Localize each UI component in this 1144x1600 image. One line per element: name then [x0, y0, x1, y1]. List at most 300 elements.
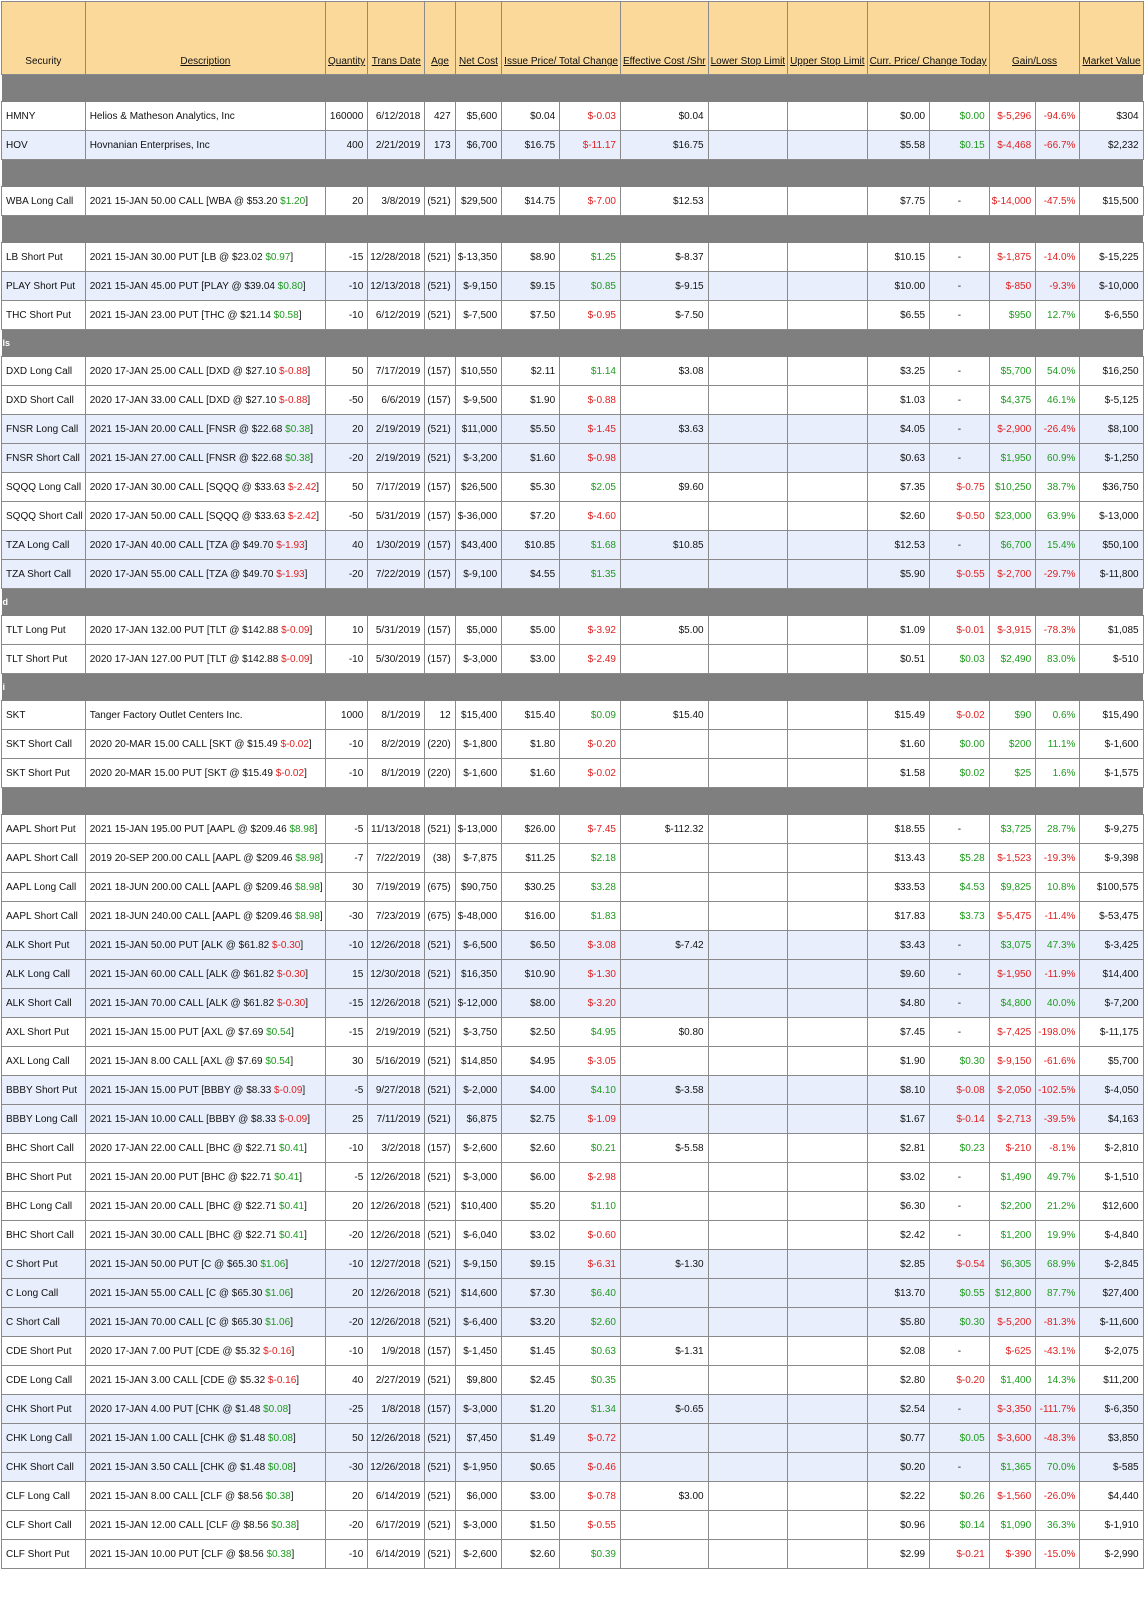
security-cell[interactable]: BHC Short Call	[2, 1221, 86, 1250]
gain-loss-pct-cell: -81.3%	[1036, 1308, 1080, 1337]
table-row[interactable]	[2, 844, 1144, 873]
issue-price-cell: $4.95	[502, 1047, 560, 1076]
upper-stop-cell[interactable]	[788, 386, 867, 415]
description-text: 2021 15-JAN 20.00 CALL [FNSR @ $22.68	[89, 423, 283, 435]
upper-stop-cell[interactable]	[788, 1163, 867, 1192]
table-row[interactable]	[2, 730, 1144, 759]
upper-stop-cell[interactable]	[788, 1192, 867, 1221]
upper-stop-cell[interactable]	[788, 1337, 867, 1366]
lower-stop-cell[interactable]	[708, 759, 787, 788]
lower-stop-cell[interactable]	[708, 1308, 787, 1337]
market-value-cell: $-3,425	[1080, 931, 1143, 960]
description-text: 2021 15-JAN 55.00 CALL [C @ $65.30	[89, 1287, 263, 1299]
trans-date-cell: 12/26/2018	[368, 989, 425, 1018]
table-row[interactable]	[2, 1366, 1144, 1395]
description-text: 2021 15-JAN 45.00 PUT [PLAY @ $39.04	[89, 280, 275, 292]
lower-stop-cell[interactable]	[708, 102, 787, 131]
age-cell: (157)	[425, 645, 455, 674]
trans-date-cell: 8/2/2019	[368, 730, 425, 759]
underlying-change: $-0.09	[274, 1084, 303, 1096]
change-today-cell: -	[930, 531, 990, 560]
security-cell[interactable]: SKT	[2, 701, 86, 730]
section-header	[2, 589, 1144, 616]
security-cell[interactable]: AXL Long Call	[2, 1047, 86, 1076]
lower-stop-cell[interactable]	[708, 386, 787, 415]
security-cell[interactable]: C Short Call	[2, 1308, 86, 1337]
upper-stop-cell[interactable]	[788, 815, 867, 844]
upper-stop-cell[interactable]	[788, 701, 867, 730]
security-cell[interactable]: BHC Short Put	[2, 1163, 86, 1192]
gain-loss-cell: $-625	[989, 1337, 1035, 1366]
table-row[interactable]	[2, 102, 1144, 131]
lower-stop-cell[interactable]	[708, 616, 787, 645]
upper-stop-cell[interactable]	[788, 616, 867, 645]
header-effective-cost[interactable]: Effective Cost /Shr	[620, 2, 708, 75]
header-quantity[interactable]: Quantity	[326, 2, 368, 75]
header-issue-price[interactable]: Issue Price/ Total Change	[502, 2, 621, 75]
lower-stop-cell[interactable]	[708, 531, 787, 560]
issue-price-cell: $11.25	[502, 844, 560, 873]
header-trans-date[interactable]: Trans Date	[368, 2, 425, 75]
table-row[interactable]	[2, 1134, 1144, 1163]
security-cell[interactable]: SKT Short Call	[2, 730, 86, 759]
total-change-cell: $-7.45	[560, 815, 621, 844]
table-row[interactable]	[2, 1221, 1144, 1250]
curr-price-cell: $1.09	[867, 616, 930, 645]
table-row[interactable]	[2, 1308, 1144, 1337]
change-today-cell: $0.30	[930, 1308, 990, 1337]
security-cell[interactable]: CHK Short Call	[2, 1453, 86, 1482]
lower-stop-cell[interactable]	[708, 1511, 787, 1540]
table-row[interactable]	[2, 873, 1144, 902]
quantity-cell: 50	[326, 357, 368, 386]
lower-stop-cell[interactable]	[708, 931, 787, 960]
quantity-cell: -10	[326, 1250, 368, 1279]
section-label: ls	[2, 330, 1144, 357]
header-gain-loss[interactable]: Gain/Loss	[989, 2, 1080, 75]
security-cell[interactable]: AAPL Short Call	[2, 844, 86, 873]
security-cell[interactable]: C Long Call	[2, 1279, 86, 1308]
security-cell[interactable]: C Short Put	[2, 1250, 86, 1279]
table-row[interactable]	[2, 1250, 1144, 1279]
underlying-change: $-0.16	[267, 1374, 297, 1386]
table-row[interactable]	[2, 473, 1144, 502]
gain-loss-cell: $-2,713	[989, 1105, 1035, 1134]
header-age[interactable]: Age	[425, 2, 455, 75]
security-cell[interactable]: TZA Short Call	[2, 560, 86, 589]
gain-loss-cell: $-1,560	[989, 1482, 1035, 1511]
upper-stop-cell[interactable]	[788, 989, 867, 1018]
issue-price-cell: $6.00	[502, 1163, 560, 1192]
table-row[interactable]	[2, 386, 1144, 415]
table-row[interactable]	[2, 560, 1144, 589]
issue-price-cell: $4.55	[502, 560, 560, 589]
security-cell[interactable]: ALK Short Put	[2, 931, 86, 960]
upper-stop-cell[interactable]	[788, 1482, 867, 1511]
net-cost-cell: $-13,000	[455, 815, 501, 844]
underlying-change: $-2.42	[287, 481, 317, 493]
security-cell[interactable]: LB Short Put	[2, 243, 86, 272]
lower-stop-cell[interactable]	[708, 1018, 787, 1047]
issue-price-cell: $8.00	[502, 989, 560, 1018]
table-row[interactable]	[2, 1279, 1144, 1308]
upper-stop-cell[interactable]	[788, 1308, 867, 1337]
lower-stop-cell[interactable]	[708, 815, 787, 844]
upper-stop-cell[interactable]	[788, 759, 867, 788]
lower-stop-cell[interactable]	[708, 873, 787, 902]
security-cell[interactable]: BHC Short Call	[2, 1134, 86, 1163]
upper-stop-cell[interactable]	[788, 444, 867, 473]
security-cell[interactable]: CLF Short Call	[2, 1511, 86, 1540]
lower-stop-cell[interactable]	[708, 1482, 787, 1511]
security-cell[interactable]: TZA Long Call	[2, 531, 86, 560]
header-net-cost[interactable]: Net Cost	[455, 2, 501, 75]
table-row[interactable]	[2, 759, 1144, 788]
security-cell[interactable]: AAPL Short Call	[2, 902, 86, 931]
underlying-change: $-0.30	[272, 939, 301, 951]
upper-stop-cell[interactable]	[788, 902, 867, 931]
gain-loss-cell: $1,490	[989, 1163, 1035, 1192]
table-row[interactable]	[2, 616, 1144, 645]
lower-stop-cell[interactable]	[708, 301, 787, 330]
net-cost-cell: $9,800	[455, 1366, 501, 1395]
lower-stop-cell[interactable]	[708, 730, 787, 759]
total-change-cell: $-0.72	[560, 1424, 621, 1453]
gain-loss-cell: $-210	[989, 1134, 1035, 1163]
description-cell: 2021 15-JAN 12.00 CALL [CLF @ $8.56 $0.38]	[85, 1511, 325, 1540]
description-text: 2021 15-JAN 20.00 CALL [BHC @ $22.71	[89, 1200, 277, 1212]
security-cell[interactable]: CDE Long Call	[2, 1366, 86, 1395]
change-today-cell: -	[930, 931, 990, 960]
lower-stop-cell[interactable]	[708, 1540, 787, 1569]
lower-stop-cell[interactable]	[708, 444, 787, 473]
gain-loss-cell: $-4,468	[989, 131, 1035, 160]
table-row[interactable]	[2, 531, 1144, 560]
description-cell: 2020 17-JAN 30.00 CALL [SQQQ @ $33.63 $-2.42]	[85, 473, 325, 502]
age-cell: (157)	[425, 616, 455, 645]
lower-stop-cell[interactable]	[708, 960, 787, 989]
security-cell[interactable]: HOV	[2, 131, 86, 160]
security-cell[interactable]: FNSR Short Call	[2, 444, 86, 473]
age-cell: (157)	[425, 357, 455, 386]
lower-stop-cell[interactable]	[708, 1366, 787, 1395]
curr-price-cell: $13.70	[867, 1279, 930, 1308]
effective-cost-cell: $-5.58	[620, 1134, 708, 1163]
market-value-cell: $-15,225	[1080, 243, 1143, 272]
upper-stop-cell[interactable]	[788, 1250, 867, 1279]
curr-price-cell: $17.83	[867, 902, 930, 931]
age-cell: (521)	[425, 187, 455, 216]
total-change-cell: $-1.09	[560, 1105, 621, 1134]
curr-price-cell: $0.96	[867, 1511, 930, 1540]
table-row[interactable]	[2, 815, 1144, 844]
market-value-cell: $304	[1080, 102, 1143, 131]
table-row[interactable]	[2, 902, 1144, 931]
security-cell[interactable]: ALK Long Call	[2, 960, 86, 989]
trans-date-cell: 6/12/2018	[368, 102, 425, 131]
lower-stop-cell[interactable]	[708, 1221, 787, 1250]
lower-stop-cell[interactable]	[708, 1395, 787, 1424]
net-cost-cell: $6,000	[455, 1482, 501, 1511]
upper-stop-cell[interactable]	[788, 1105, 867, 1134]
table-row[interactable]	[2, 1511, 1144, 1540]
quantity-cell: 30	[326, 873, 368, 902]
table-row[interactable]	[2, 187, 1144, 216]
upper-stop-cell[interactable]	[788, 1018, 867, 1047]
description-cell: 2021 15-JAN 30.00 PUT [LB @ $23.02 $0.97]	[85, 243, 325, 272]
lower-stop-cell[interactable]	[708, 560, 787, 589]
table-row[interactable]	[2, 1540, 1144, 1569]
total-change-cell: $0.21	[560, 1134, 621, 1163]
table-row[interactable]	[2, 1453, 1144, 1482]
gain-loss-cell: $-2,700	[989, 560, 1035, 589]
upper-stop-cell[interactable]	[788, 1047, 867, 1076]
lower-stop-cell[interactable]	[708, 1047, 787, 1076]
security-cell[interactable]: CHK Short Put	[2, 1395, 86, 1424]
security-cell[interactable]: AAPL Long Call	[2, 873, 86, 902]
table-row[interactable]	[2, 1337, 1144, 1366]
security-cell[interactable]: AXL Short Put	[2, 1018, 86, 1047]
lower-stop-cell[interactable]	[708, 357, 787, 386]
security-cell[interactable]: BBBY Long Call	[2, 1105, 86, 1134]
upper-stop-cell[interactable]	[788, 1511, 867, 1540]
effective-cost-cell: $3.63	[620, 415, 708, 444]
lower-stop-cell[interactable]	[708, 1163, 787, 1192]
curr-price-cell: $15.49	[867, 701, 930, 730]
table-row[interactable]	[2, 1395, 1144, 1424]
security-cell[interactable]: TLT Short Put	[2, 645, 86, 674]
header-curr-price[interactable]: Curr. Price/ Change Today	[867, 2, 989, 75]
table-row[interactable]	[2, 1047, 1144, 1076]
upper-stop-cell[interactable]	[788, 1221, 867, 1250]
table-row[interactable]	[2, 931, 1144, 960]
table-row[interactable]	[2, 444, 1144, 473]
table-row[interactable]	[2, 1482, 1144, 1511]
change-today-cell: -	[930, 1337, 990, 1366]
upper-stop-cell[interactable]	[788, 873, 867, 902]
trans-date-cell: 1/8/2018	[368, 1395, 425, 1424]
lower-stop-cell[interactable]	[708, 131, 787, 160]
quantity-cell: -10	[326, 759, 368, 788]
table-row[interactable]	[2, 301, 1144, 330]
underlying-change: $0.54	[266, 1026, 292, 1038]
description-cell: 2021 15-JAN 45.00 PUT [PLAY @ $39.04 $0.80]	[85, 272, 325, 301]
quantity-cell: -15	[326, 1018, 368, 1047]
lower-stop-cell[interactable]	[708, 1424, 787, 1453]
lower-stop-cell[interactable]	[708, 473, 787, 502]
security-cell[interactable]: PLAY Short Put	[2, 272, 86, 301]
gain-loss-pct-cell: 46.1%	[1036, 386, 1080, 415]
description-text: 2021 15-JAN 3.00 CALL [CDE @ $5.32	[89, 1374, 266, 1386]
table-row[interactable]	[2, 1018, 1144, 1047]
lower-stop-cell[interactable]	[708, 272, 787, 301]
table-row[interactable]	[2, 960, 1144, 989]
total-change-cell: $-0.03	[560, 102, 621, 131]
upper-stop-cell[interactable]	[788, 1540, 867, 1569]
header-description[interactable]: Description	[85, 2, 325, 75]
lower-stop-cell[interactable]	[708, 187, 787, 216]
age-cell: (38)	[425, 844, 455, 873]
table-row[interactable]	[2, 645, 1144, 674]
lower-stop-cell[interactable]	[708, 844, 787, 873]
upper-stop-cell[interactable]	[788, 102, 867, 131]
table-row[interactable]	[2, 701, 1144, 730]
lower-stop-cell[interactable]	[708, 502, 787, 531]
description-cell: 2020 17-JAN 33.00 CALL [DXD @ $27.10 $-0.88]	[85, 386, 325, 415]
upper-stop-cell[interactable]	[788, 931, 867, 960]
effective-cost-cell	[620, 873, 708, 902]
upper-stop-cell[interactable]	[788, 473, 867, 502]
table-row[interactable]	[2, 1105, 1144, 1134]
upper-stop-cell[interactable]	[788, 301, 867, 330]
table-row[interactable]	[2, 989, 1144, 1018]
underlying-change: $0.58	[273, 309, 299, 321]
upper-stop-cell[interactable]	[788, 243, 867, 272]
underlying-change: $0.38	[285, 423, 311, 435]
header-upper-stop[interactable]: Upper Stop Limit	[788, 2, 867, 75]
underlying-change: $0.38	[266, 1548, 292, 1560]
upper-stop-cell[interactable]	[788, 960, 867, 989]
lower-stop-cell[interactable]	[708, 1134, 787, 1163]
security-cell[interactable]: BHC Long Call	[2, 1192, 86, 1221]
upper-stop-cell[interactable]	[788, 415, 867, 444]
lower-stop-cell[interactable]	[708, 1453, 787, 1482]
lower-stop-cell[interactable]	[708, 415, 787, 444]
net-cost-cell: $-6,040	[455, 1221, 501, 1250]
lower-stop-cell[interactable]	[708, 1076, 787, 1105]
description-text: 2020 20-MAR 15.00 PUT [SKT @ $15.49	[89, 767, 273, 779]
table-row[interactable]	[2, 131, 1144, 160]
upper-stop-cell[interactable]	[788, 1395, 867, 1424]
upper-stop-cell[interactable]	[788, 1453, 867, 1482]
lower-stop-cell[interactable]	[708, 243, 787, 272]
lower-stop-cell[interactable]	[708, 1192, 787, 1221]
lower-stop-cell[interactable]	[708, 1105, 787, 1134]
table-row[interactable]	[2, 357, 1144, 386]
lower-stop-cell[interactable]	[708, 1250, 787, 1279]
description-text: 2021 15-JAN 23.00 PUT [THC @ $21.14	[89, 309, 271, 321]
underlying-change: $0.41	[279, 1200, 305, 1212]
upper-stop-cell[interactable]	[788, 531, 867, 560]
net-cost-cell: $-2,600	[455, 1134, 501, 1163]
quantity-cell: -20	[326, 560, 368, 589]
security-cell[interactable]: SQQQ Long Call	[2, 473, 86, 502]
description-text: Hovnanian Enterprises, Inc	[89, 139, 210, 151]
security-cell[interactable]: CDE Short Put	[2, 1337, 86, 1366]
market-value-cell: $-4,840	[1080, 1221, 1143, 1250]
gain-loss-cell: $-5,475	[989, 902, 1035, 931]
table-row[interactable]	[2, 1192, 1144, 1221]
quantity-cell: 40	[326, 531, 368, 560]
curr-price-cell: $7.45	[867, 1018, 930, 1047]
table-row[interactable]	[2, 243, 1144, 272]
security-cell[interactable]: SQQQ Short Call	[2, 502, 86, 531]
quantity-cell: -20	[326, 444, 368, 473]
curr-price-cell: $5.90	[867, 560, 930, 589]
description-cell: 2020 17-JAN 4.00 PUT [CHK @ $1.48 $0.08]	[85, 1395, 325, 1424]
upper-stop-cell[interactable]	[788, 357, 867, 386]
security-cell[interactable]: CHK Long Call	[2, 1424, 86, 1453]
security-cell[interactable]: TLT Long Put	[2, 616, 86, 645]
upper-stop-cell[interactable]	[788, 1076, 867, 1105]
description-cell: 2021 15-JAN 8.00 CALL [CLF @ $8.56 $0.38]	[85, 1482, 325, 1511]
upper-stop-cell[interactable]	[788, 131, 867, 160]
age-cell: (521)	[425, 1076, 455, 1105]
upper-stop-cell[interactable]	[788, 730, 867, 759]
lower-stop-cell[interactable]	[708, 989, 787, 1018]
lower-stop-cell[interactable]	[708, 645, 787, 674]
net-cost-cell: $-3,000	[455, 645, 501, 674]
security-cell[interactable]: FNSR Long Call	[2, 415, 86, 444]
security-cell[interactable]: THC Short Put	[2, 301, 86, 330]
table-row[interactable]	[2, 272, 1144, 301]
security-cell[interactable]: HMNY	[2, 102, 86, 131]
table-row[interactable]	[2, 1424, 1144, 1453]
upper-stop-cell[interactable]	[788, 560, 867, 589]
age-cell: (521)	[425, 1192, 455, 1221]
table-row[interactable]	[2, 1163, 1144, 1192]
trans-date-cell: 5/31/2019	[368, 502, 425, 531]
net-cost-cell: $-2,600	[455, 1540, 501, 1569]
upper-stop-cell[interactable]	[788, 1424, 867, 1453]
lower-stop-cell[interactable]	[708, 1279, 787, 1308]
lower-stop-cell[interactable]	[708, 1337, 787, 1366]
security-cell[interactable]: CLF Short Put	[2, 1540, 86, 1569]
total-change-cell: $2.05	[560, 473, 621, 502]
security-cell[interactable]: WBA Long Call	[2, 187, 86, 216]
header-lower-stop[interactable]: Lower Stop Limit	[708, 2, 787, 75]
section-header	[2, 674, 1144, 701]
security-cell[interactable]: AAPL Short Put	[2, 815, 86, 844]
table-row[interactable]	[2, 1076, 1144, 1105]
header-market-value[interactable]: Market Value	[1080, 2, 1143, 75]
net-cost-cell: $-7,875	[455, 844, 501, 873]
security-cell[interactable]: SKT Short Put	[2, 759, 86, 788]
security-cell[interactable]: DXD Short Call	[2, 386, 86, 415]
security-cell[interactable]: CLF Long Call	[2, 1482, 86, 1511]
lower-stop-cell[interactable]	[708, 701, 787, 730]
upper-stop-cell[interactable]	[788, 1134, 867, 1163]
gain-loss-pct-cell: -14.0%	[1036, 243, 1080, 272]
age-cell: (521)	[425, 444, 455, 473]
issue-price-cell: $30.25	[502, 873, 560, 902]
table-row[interactable]	[2, 415, 1144, 444]
table-row[interactable]	[2, 502, 1144, 531]
security-cell[interactable]: BBBY Short Put	[2, 1076, 86, 1105]
gain-loss-cell: $-9,150	[989, 1047, 1035, 1076]
security-cell[interactable]: ALK Short Call	[2, 989, 86, 1018]
upper-stop-cell[interactable]	[788, 645, 867, 674]
upper-stop-cell[interactable]	[788, 844, 867, 873]
upper-stop-cell[interactable]	[788, 187, 867, 216]
age-cell: (521)	[425, 1163, 455, 1192]
effective-cost-cell: $-3.58	[620, 1076, 708, 1105]
description-text: 2020 17-JAN 25.00 CALL [DXD @ $27.10	[89, 365, 277, 377]
lower-stop-cell[interactable]	[708, 902, 787, 931]
upper-stop-cell[interactable]	[788, 502, 867, 531]
upper-stop-cell[interactable]	[788, 272, 867, 301]
gain-loss-pct-cell: -11.9%	[1036, 960, 1080, 989]
underlying-change: $0.08	[263, 1403, 289, 1415]
effective-cost-cell: $-0.65	[620, 1395, 708, 1424]
upper-stop-cell[interactable]	[788, 1279, 867, 1308]
upper-stop-cell[interactable]	[788, 1366, 867, 1395]
market-value-cell: $-2,810	[1080, 1134, 1143, 1163]
total-change-cell: $-3.08	[560, 931, 621, 960]
curr-price-cell: $18.55	[867, 815, 930, 844]
issue-price-cell: $9.15	[502, 272, 560, 301]
security-cell[interactable]: DXD Long Call	[2, 357, 86, 386]
